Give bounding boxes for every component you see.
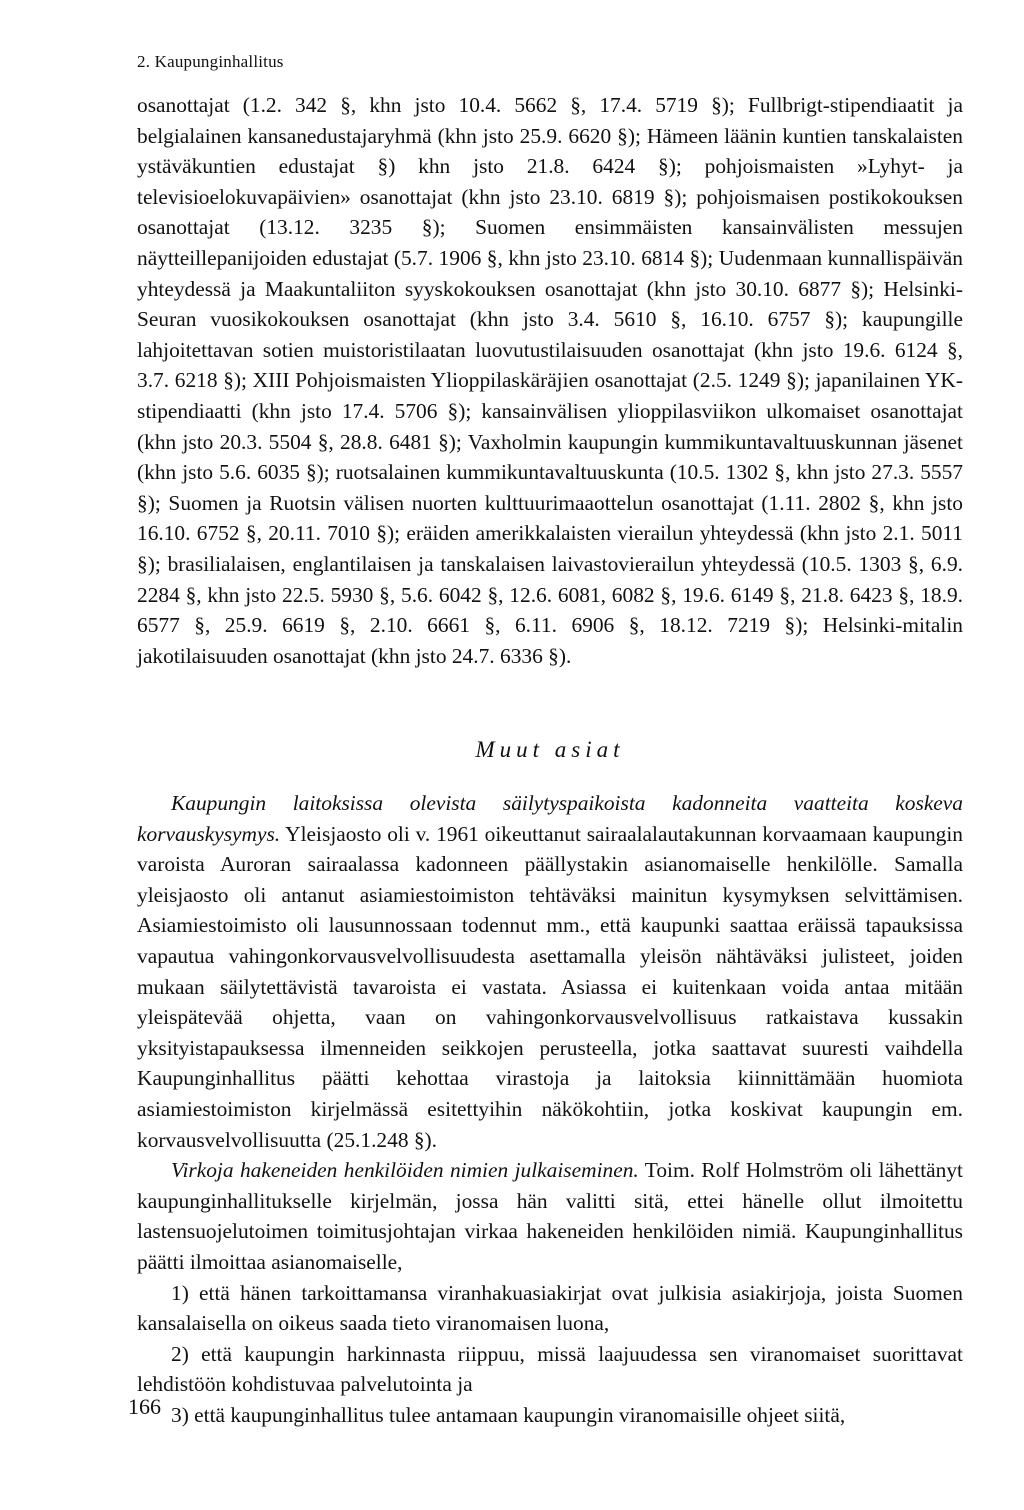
- paragraph-applicants: [137, 1155, 963, 1277]
- intro-paragraph: osanottajat (1.2. 342 §, khn jsto 10.4. 5662 §, 17.4. 5719 §); Fullbrigt-stipendiaatit ja belgialainen kansanedustajaryhmä (khn jsto 25.9. 6620 §); Hämeen läänin kuntien tanskalaisten ystäväkuntien edustajat §) khn jsto 21.8. 6424 §); pohjoismaisten »Lyhyt- ja televisioelokuvapäivien» osanottajat (khn jsto 23.10. 6819 §); pohjoismaisen postikokouksen osanottajat (13.12. 3235 §); Suomen ensimmäisten kansainvälisten messujen näytteillepanijoiden edustajat (5.7. 1906 §, khn jsto 23.10. 6814 §); Uudenmaan kunnallispäivän yhteydessä ja Maakuntaliiton syyskokouksen osanottajat (khn jsto 30.10. 6877 §); Helsinki-Seuran vuosikokouksen osanottajat (khn jsto 3.4. 5610 §, 16.10. 6757 §); kaupungille lahjoitettavan sotien muistoristilaatan luovutustilaisuuden osanottajat (khn jsto 19.6. 6124 §, 3.7. 6218 §); XIII Pohjoismaisten Ylioppilaskäräjien osanottajat (2.5. 1249 §); japanilainen YK-stipendiaatti (khn jsto 17.4. 5706 §); kansainvälisen ylioppilasviikon ulkomaiset osanottajat (khn jsto 20.3. 5504 §, 28.8. 6481 §); Vaxholmin kaupungin kummikuntavaltuuskunnan jäsenet (khn jsto 5.6. 6035 §); ruotsalainen kummikuntavaltuuskunta (10.5. 1302 §, khn jsto 27.3. 5557 §); Suomen ja Ruotsin välisen nuorten kulttuurimaaottelun osanottajat (1.11. 2802 §, khn jsto 16.10. 6752 §, 20.11. 7010 §); eräiden amerikkalaisten vierailun yhteydessä (khn jsto 2.1. 5011 §); brasilialaisen, englantilaisen ja tanskalaisen laivastovierailun yhteydessä (10.5. 1303 §, 6.9. 2284 §, khn jsto 22.5. 5930 §, 5.6. 6042 §, 12.6. 6081, 6082 §, 19.6. 6149 §, 21.8. 6423 §, 18.9. 6577 §, 25.9. 6619 §, 2.10. 6661 §, 6.11. 6906 §, 18.12. 7219 §); Helsinki-mitalin jakotilaisuuden osanottajat (khn jsto 24.7. 6336 §).: [137, 93, 963, 668]
- list-item: 1) että hänen tarkoittamansa viranhakuasiakirjat ovat julkisia asiakirjoja, joista Suomen kansalaisella on oikeus saada tieto viranomaisen luona,: [137, 1280, 963, 1336]
- list-item: 2) että kaupungin harkinnasta riippuu, missä laajuudessa sen viranomaiset suorittavat lehdistöön kohdistuvaa palvelutointa ja: [137, 1341, 963, 1397]
- paragraph-topic-applicants: Virkoja hakeneiden henkilöiden nimien julkaiseminen.: [171, 1158, 639, 1183]
- paragraph-compensation: [137, 788, 963, 1155]
- list-item: 3) että kaupunginhallitus tulee antamaan kaupungin viranomaisille ohjeet siitä,: [171, 1402, 846, 1427]
- paragraph-text-applicants: Toim. Rolf Holmström oli lähettänyt kaupunginhallitukselle kirjelmän, jossa hän valitti sitä, ettei hänelle ollut ilmoitettu lastensuojelutoimen toimitusjohtajan virkaa hakeneiden henkilöiden nimiä. Kaupunginhallitus päätti ilmoittaa asianomaiselle,: [137, 1158, 963, 1274]
- page-number: 166: [128, 1394, 161, 1419]
- intro-paragraph-block: [137, 90, 963, 671]
- paragraph-topic-compensation: Kaupungin laitoksissa olevista säilytyspaikoista kadonneita vaatteita koskeva korvauskysymys.: [137, 791, 963, 846]
- section-heading: Muut asiat: [475, 737, 625, 762]
- paragraph-text-compensation: Yleisjaosto oli v. 1961 oikeuttanut sairaalalautakunnan korvaamaan kaupungin varoista Auroran sairaalassa kadonneen päällystakin asianomaiselle henkilölle. Samalla yleisjaosto oli antanut asiamiestoimiston tehtäväksi mainitun kysymyksen selvittämisen. Asiamiestoimisto oli lausunnossaan todennut mm., että kaupunki saattaa eräissä tapauksissa vapautua vahingonkorvausvelvollisuudesta asettamalla yleisön nähtäväksi julisteet, joiden mukaan säilytettävistä tavaroista ei vastata. Asiassa ei kuitenkaan voida antaa mitään yleispätevää ohjetta, vaan on vahingonkorvausvelvollisuus ratkaistava kussakin yksityistapauksessa ilmenneiden seikkojen perusteella, jotka saattavat suuresti vaihdella Kaupunginhallitus päätti kehottaa virastoja ja laitoksia kiinnittämään huomiota asiamiestoimiston kirjelmässä esitettyihin näkökohtiin, jotka koskivat kaupungin em. korvausvelvollisuutta (25.1.248 §).: [137, 821, 963, 1152]
- section-body: [137, 788, 963, 1430]
- running-header: 2. Kaupunginhallitus: [137, 52, 284, 71]
